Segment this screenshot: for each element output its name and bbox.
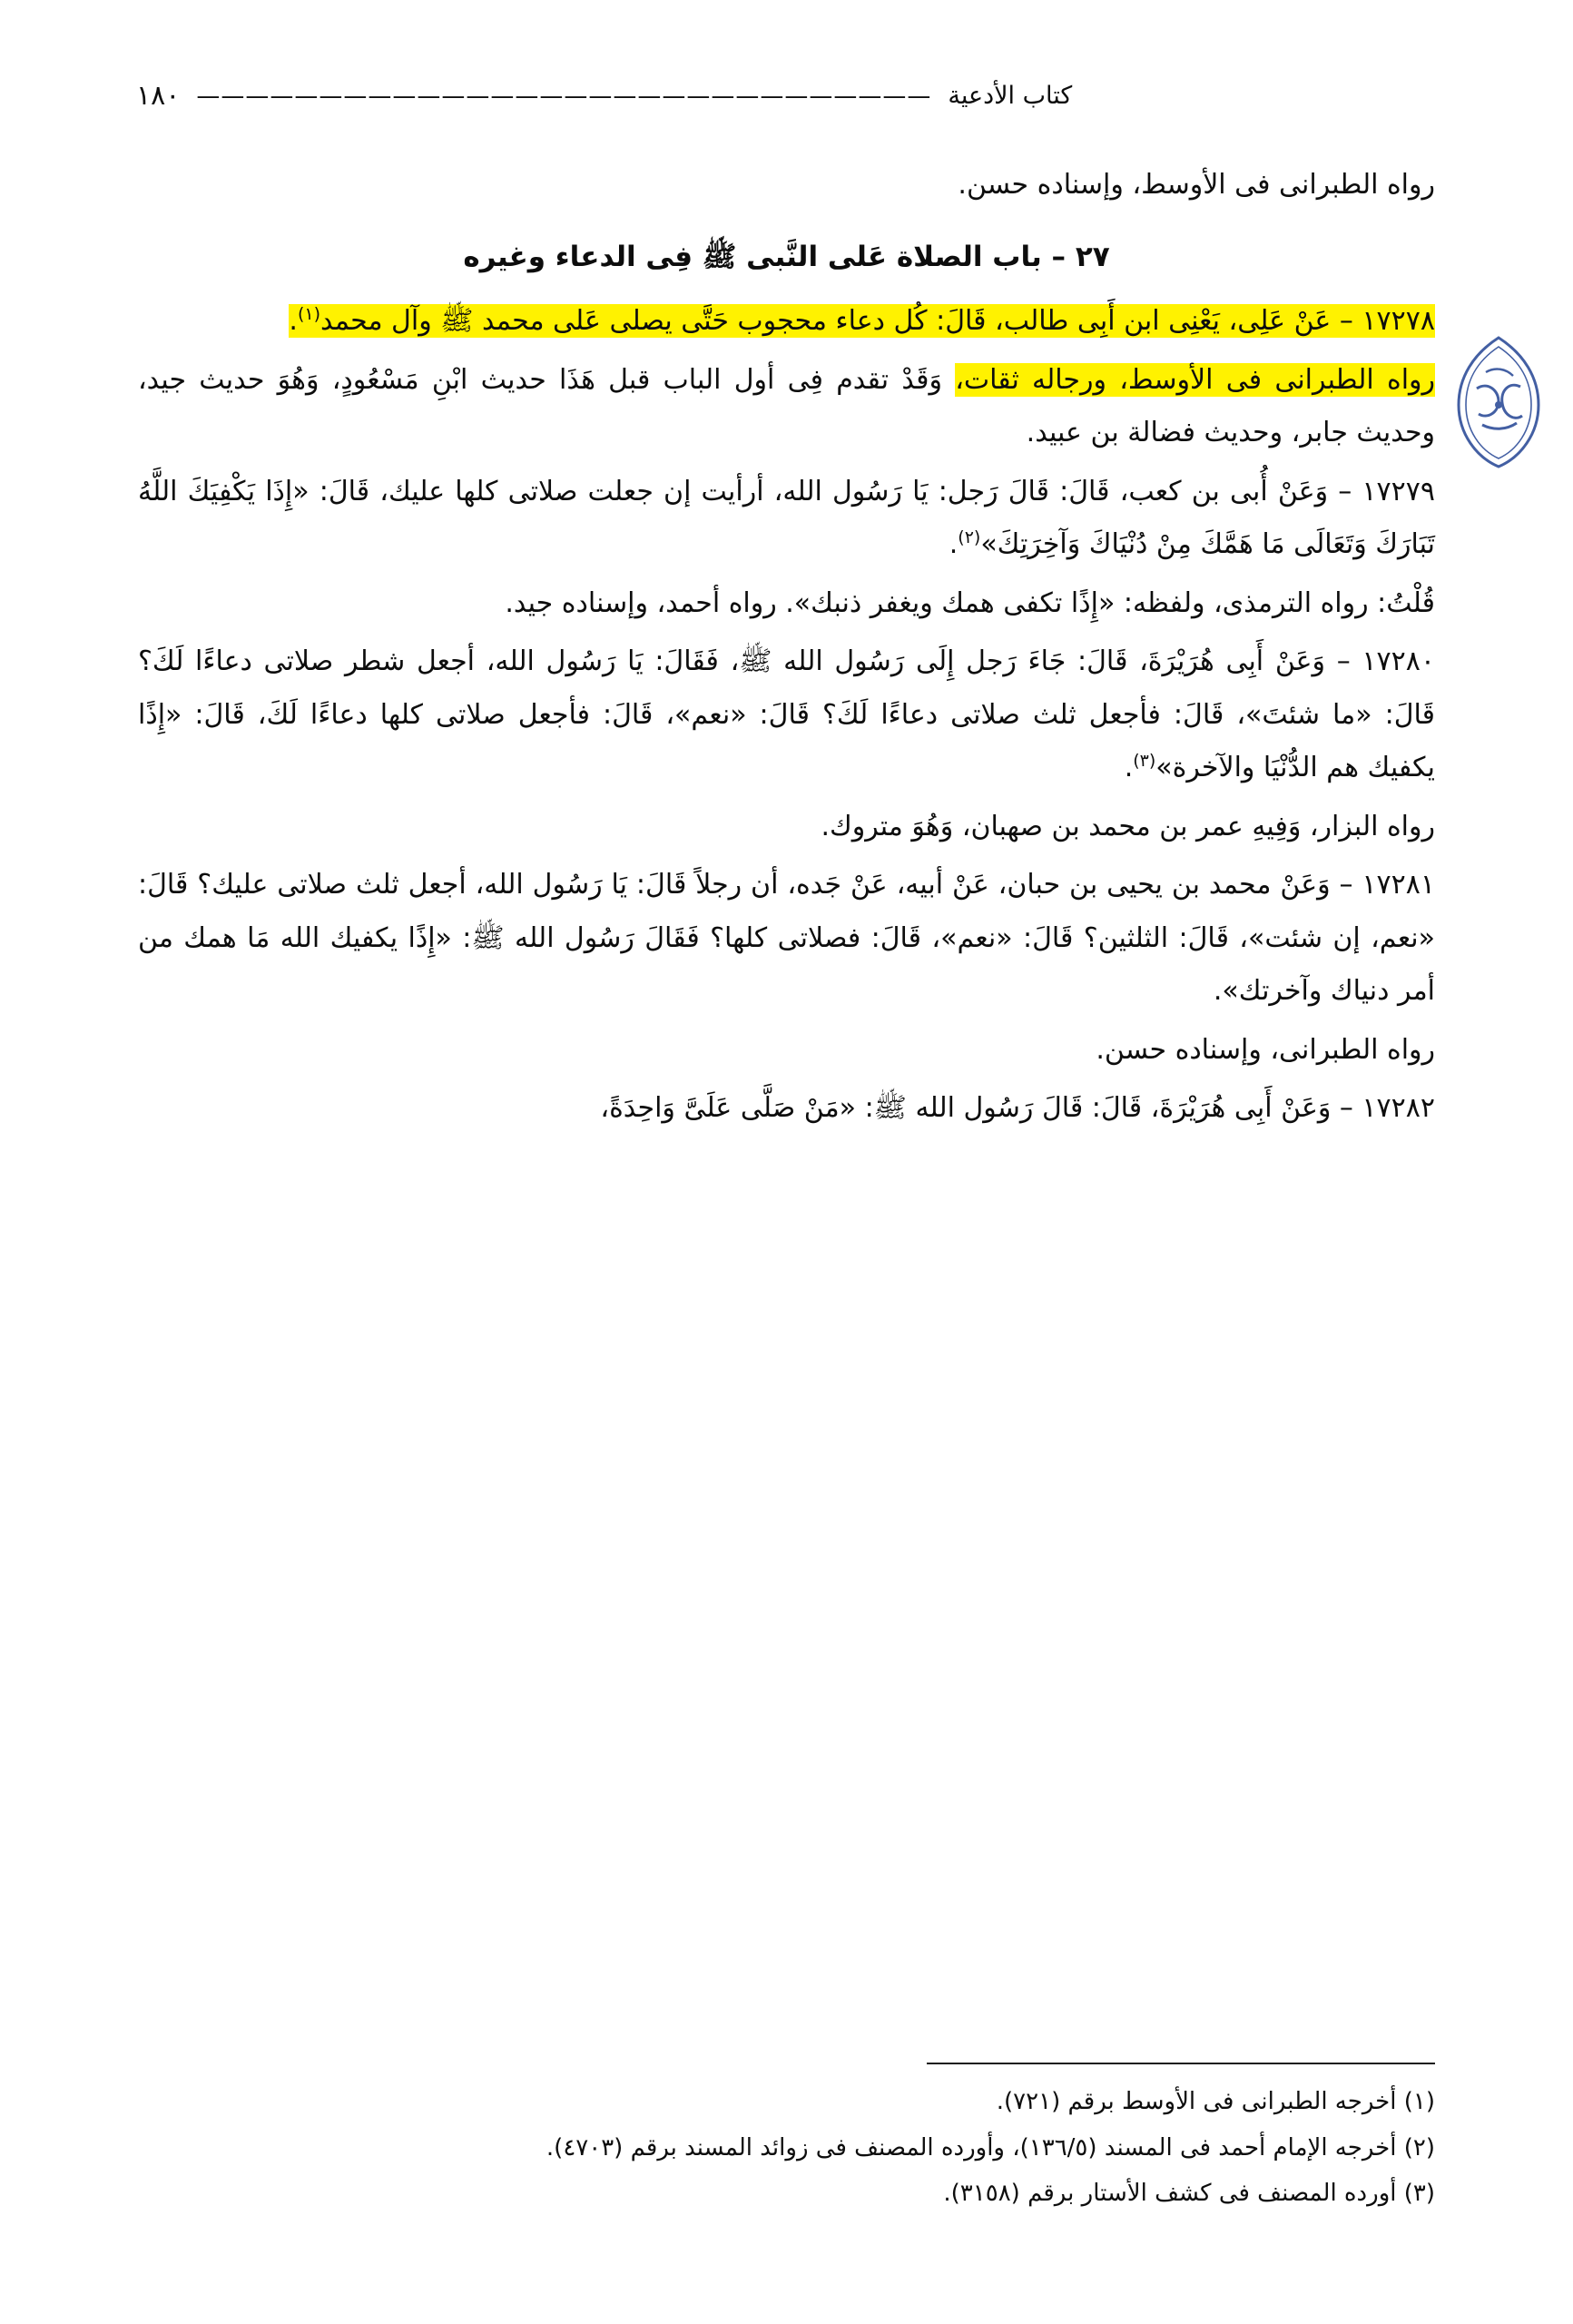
footnote-3: (٣) أورده المصنف فى كشف الأستار برقم (٣١٥٨).: [943, 2180, 1435, 2208]
hadith-17280: [138, 635, 1435, 795]
takhrij-17281: رواه الطبرانى، وإسناده حسن.: [1096, 1033, 1435, 1066]
hadith-17281-text: – وَعَنْ محمد بن يحيى بن حبان، عَنْ أبيه، عَنْ جَده، أن رجلاً قَالَ: يَا رَسُول الله، أجعل ثلث صلاتى عليك؟ قَالَ: «نعم، إن شئت»، قَالَ: الثلثين؟ قَالَ: «نعم»، قَالَ: فصلاتى كلها؟ فَقَالَ رَسُول الله ﷺ: «إِذًا يكفيك الله مَا همك من أمر دنياك وآخرتك».: [138, 869, 1435, 1008]
takhrij-17278: [138, 354, 1435, 460]
footnotes-section: [138, 2063, 1435, 2217]
paragraph-takhrij-intro: رواه الطبرانى فى الأوسط، وإسناده حسن.: [958, 169, 1435, 201]
page-body: [138, 159, 1435, 1141]
page-header: [136, 80, 1437, 112]
book-title: كتاب الأدعية: [948, 82, 1073, 110]
hadith-17281: [138, 859, 1435, 1019]
hadith-17278-tail: .: [289, 305, 298, 338]
hadith-17278-footnote-ref: (١): [297, 304, 320, 325]
hadith-17279: [138, 466, 1435, 572]
hadith-17278-highlight: [289, 304, 1435, 338]
qultu-text: : رواه الترمذى، ولفظه: «إِذًا تكفى همك ويغفر ذنبك». رواه أحمد، وإسناده جيد.: [505, 586, 1387, 619]
ornamental-seal-icon: [1450, 334, 1548, 470]
hadith-17279-tail: .: [949, 528, 959, 561]
takhrij-17278-rest: وَقَدْ تقدم فِى أول الباب قبل هَذَا حديث ابْنِ مَسْعُودٍ، وَهُوَ حديث جيد، وحديث جابر، وحديث فضالة بن عبيد.: [138, 363, 1435, 449]
footnote-separator: [927, 2063, 1435, 2064]
hadith-17280-number: ١٧٢٨٠: [1362, 645, 1435, 678]
hadith-17279-number: ١٧٢٧٩: [1362, 475, 1435, 507]
hadith-17278-number: ١٧٢٧٨: [1362, 305, 1435, 338]
hadith-17282: [138, 1082, 1435, 1136]
hadith-17281-number: ١٧٢٨١: [1362, 869, 1435, 901]
footnote-1: (١) أخرجه الطبرانى فى الأوسط برقم (٧٢١).: [996, 2087, 1435, 2115]
hadith-17280-tail: .: [1124, 752, 1134, 784]
chapter-heading: ٢٧ – باب الصلاة عَلى النَّبى ﷺ فِى الدعاء وغيره: [463, 240, 1110, 273]
footnote-2: (٢) أخرجه الإمام أحمد فى المسند (١٣٦/٥)، وأورده المصنف فى زوائد المسند برقم (٤٧٠٣).: [546, 2133, 1435, 2162]
hadith-17279-text: – وَعَنْ أُبى بن كعب، قَالَ: قَالَ رَجل: يَا رَسُول الله، أرأيت إن جعلت صلاتى كلها عليك، قَالَ: «إِذَا يَكْفِيَكَ اللَّهُ تَبَارَكَ وَتَعَالَى مَا هَمَّكَ مِنْ دُنْيَاكَ وَآخِرَتِكَ»: [138, 475, 1435, 561]
hadith-17278-text-2: عَلى محمد ﷺ وآل محمد: [320, 305, 601, 338]
qultu-label: قُلْتُ: [1386, 586, 1435, 619]
qultu-paragraph: [138, 577, 1435, 631]
hadith-17280-footnote-ref: (٣): [1133, 751, 1156, 772]
hadith-17280-text: – وَعَنْ أَبِى هُرَيْرَةَ، قَالَ: جَاءَ رَجل إِلَى رَسُول الله ﷺ، فَقَالَ: يَا رَسُول الله، أجعل شطر صلاتى دعاءًا لَكَ؟ قَالَ: «ما شئتَ»، قَالَ: فأجعل ثلث صلاتى دعاءًا لَكَ؟ قَالَ: «نعم»، قَالَ: فأجعل صلاتى كلها دعاءًا لَكَ، قَالَ: «إِذًا يكفيك هم الدُّنْيَا والآخرة»: [138, 645, 1435, 784]
takhrij-17278-highlight: رواه الطبرانى فى الأوسط، ورجاله ثقات،: [955, 363, 1435, 396]
takhrij-17280: رواه البزار، وَفِيهِ عمر بن محمد بن صهبان، وَهُوَ متروك.: [821, 810, 1435, 842]
hadith-17278-text-1: – عَنْ عَلِى، يَعْنِى ابن أَبِى طالب، قَالَ: كُل دعاء محجوب حَتَّى يصلى: [609, 305, 1353, 338]
header-rule-dashes: ——————————————————————————————: [196, 82, 932, 110]
hadith-17278: [138, 295, 1435, 349]
hadith-17282-text: – وَعَنْ أَبِى هُرَيْرَةَ، قَالَ: قَالَ رَسُول الله ﷺ: «مَنْ صَلَّى عَلَىَّ وَاحِدَةً،: [600, 1092, 1353, 1125]
page-number: ١٨٠: [136, 80, 181, 112]
hadith-17279-footnote-ref: (٢): [958, 527, 981, 548]
hadith-17282-number: ١٧٢٨٢: [1362, 1092, 1435, 1125]
